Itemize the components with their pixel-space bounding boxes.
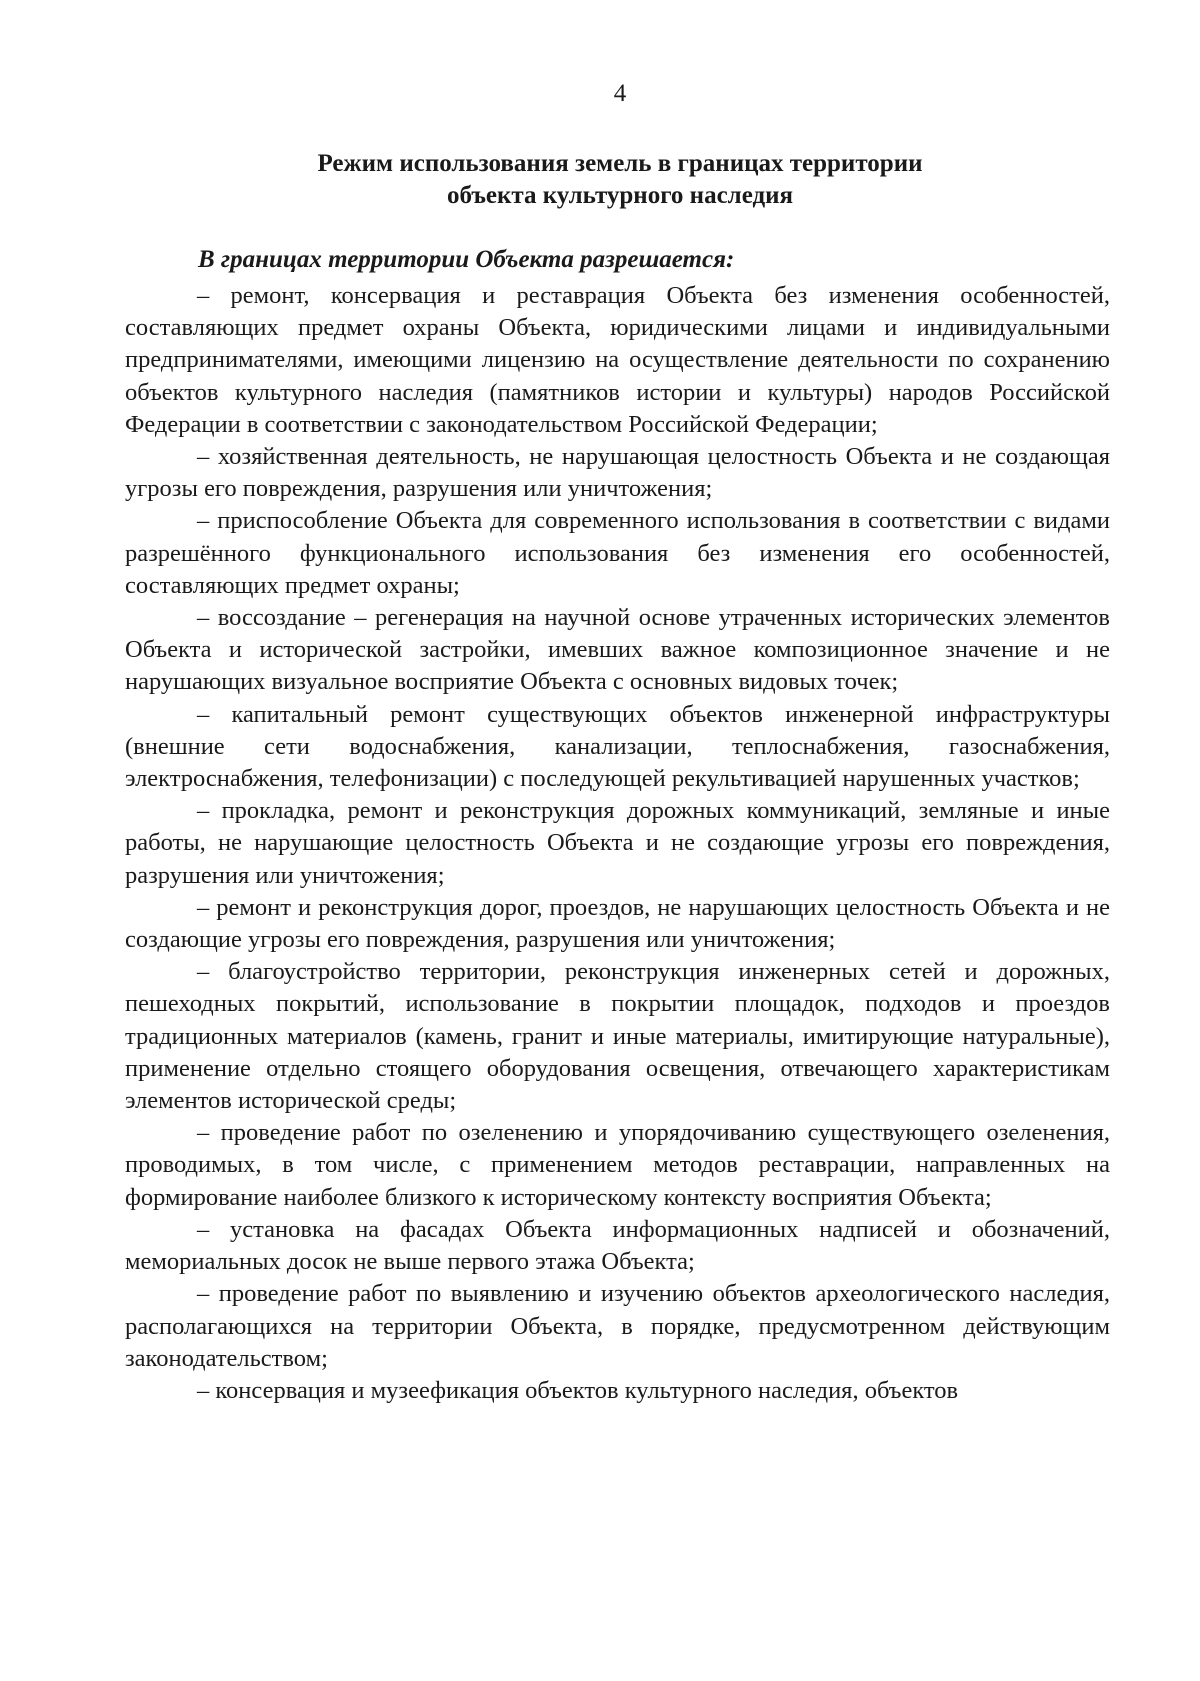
paragraph-greening: – проведение работ по озеленению и упорядочиванию существующего озеленения, проводимых, в том числе, с применением методов реставрации, направленных на формирование наиболее близкого к историческому контексту восприятия Объекта;: [125, 1119, 1110, 1211]
paragraph-adaptation: – приспособление Объекта для современного использования в соответствии с видами разрешённого функционального использования без изменения его особенностей, составляющих предмет охраны;: [125, 507, 1110, 599]
section-heading: В границах территории Объекта разрешается:: [198, 246, 735, 273]
paragraph-archaeology: – проведение работ по выявлению и изучению объектов археологического наследия, располагающихся на территории Объекта, в порядке, предусмотренном действующим законодательством;: [125, 1280, 1110, 1372]
paragraph-economic-activity: – хозяйственная деятельность, не нарушающая целостность Объекта и не создающая угрозы его повреждения, разрушения или уничтожения;: [125, 443, 1110, 503]
document-body: [125, 280, 1110, 1407]
paragraph-road-communications: – прокладка, ремонт и реконструкция дорожных коммуникаций, земляные и иные работы, не нарушающие целостность Объекта и не создающие угрозы его повреждения, разрушения или уничтожения;: [125, 797, 1110, 889]
paragraph-musealization: – консервация и музеефикация объектов культурного наследия, объектов: [197, 1376, 959, 1404]
paragraph-reconstruction: – воссоздание – регенерация на научной основе утраченных исторических элементов Объекта и исторической застройки, имевших важное композиционное значение и не нарушающих визуальное восприятие Объекта с основных видовых точек;: [125, 604, 1110, 696]
page-title-line-2: объекта культурного наследия: [446, 182, 794, 209]
paragraph-roads-driveways: – ремонт и реконструкция дорог, проездов, не нарушающих целостность Объекта и не создающие угрозы его повреждения, разрушения или уничтожения;: [125, 893, 1110, 954]
page-title: [0, 148, 1200, 212]
paragraph-restoration: – ремонт, консервация и реставрация Объекта без изменения особенностей, составляющих предмет охраны Объекта, юридическими лицами и индивидуальными предпринимателями, имеющими лицензию на осуществление деятельности по сохранению объектов культурного наследия (памятников истории и культуры) народов Российской Федерации в соответствии с законодательством Российской Федерации;: [125, 282, 1110, 438]
page-title-line-1: Режим использования земель в границах территории: [317, 150, 923, 177]
paragraph-signage: – установка на фасадах Объекта информационных надписей и обозначений, мемориальных досок не выше первого этажа Объекта;: [125, 1215, 1110, 1276]
page-number: 4: [613, 80, 627, 107]
paragraph-landscaping: – благоустройство территории, реконструкция инженерных сетей и дорожных, пешеходных покрытий, использование в покрытии площадок, подходов и проездов традиционных материалов (камень, гранит и иные материалы, имитирующие натуральные), применение отдельно стоящего оборудования освещения, отвечающего характеристикам элементов исторической среды;: [125, 958, 1110, 1115]
paragraph-infrastructure-repair: – капитальный ремонт существующих объектов инженерной инфраструктуры (внешние сети водоснабжения, канализации, теплоснабжения, газоснабжения, электроснабжения, телефонизации) с последующей рекультивацией нарушенных участков;: [125, 700, 1110, 793]
